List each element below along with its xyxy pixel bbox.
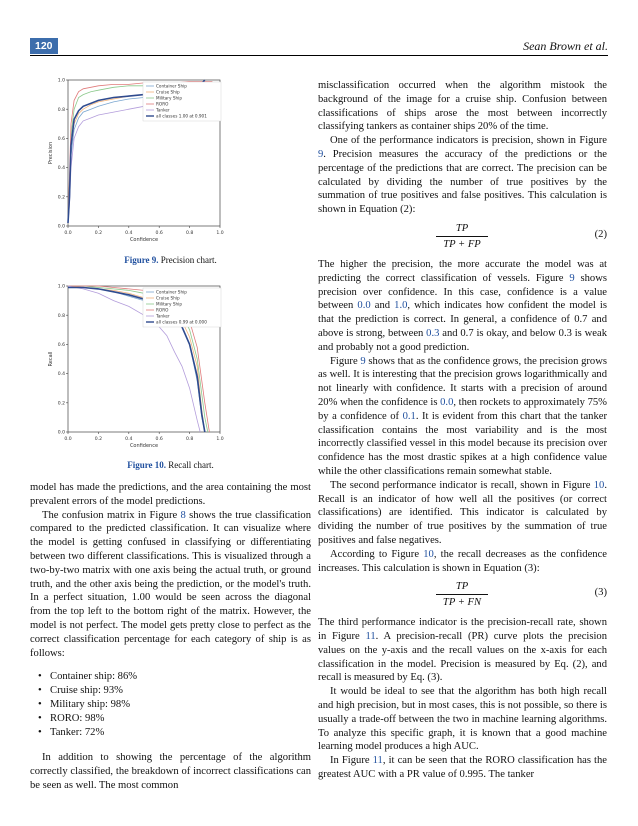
y-tick-label: 0.8: [57, 107, 65, 113]
y-tick-label: 0.2: [57, 195, 65, 201]
paragraph: In Figure 11, it can be seen that the RORO classification has the greatest AUC with a PR value of 0.995. The tanker: [318, 755, 607, 781]
y-axis-label: Precision: [48, 141, 54, 165]
figure-ref-link[interactable]: 11: [365, 631, 376, 643]
paragraph: The higher the precision, the more accurate the model was at predicting the correct classification of vessels. Figure 9 shows precision over confidence. In this case, confidence is a value between 0.0 and 1.0, which indicates how confident the model is that the prediction is correct. In general, a confidence of 0.7 and above is strong, between 0.3 and 0.7 is okay, and below 0.3 is weak and probably not a good prediction.: [318, 258, 608, 353]
legend-entry: Container Ship: [156, 289, 187, 295]
running-head: Sean Brown et al.: [523, 39, 608, 53]
paragraph: According to Figure 10, the recall decreases as the confidence increases. This calculation is shown in Equation (3):: [318, 548, 607, 574]
equation-2: TP TP + FP (2): [318, 222, 607, 252]
legend-entry: Tanker: [156, 107, 170, 113]
figure-ref-link[interactable]: 11: [372, 755, 383, 767]
figure-ref-link[interactable]: 9: [318, 148, 324, 160]
legend-entry: Container Ship: [156, 83, 187, 89]
figure-10-recall-chart: [44, 282, 282, 454]
paragraph: One of the performance indicators is precision, shown in Figure 9. Precision measures the accuracy of the predictions or the percentage of the predictions that are correct. The precision can be calculated by dividing the number of true positives by the summation of true positives and false positives. This calculation is shown in Equation (2):: [318, 135, 607, 216]
y-tick-label: 0.4: [57, 372, 65, 378]
x-axis-label: Confidence: [129, 443, 159, 449]
x-tick-label: 1.0: [216, 231, 224, 236]
x-tick-label: 0.0: [64, 231, 72, 236]
legend-entry: RORO: [156, 307, 169, 313]
x-axis-label: Confidence: [129, 237, 159, 243]
y-tick-label: 0.8: [57, 313, 65, 319]
paragraph: The second performance indicator is recall, shown in Figure 10. Recall is an indicator of how well all the positives (or correct classifications) are identified. This indicator is calculated by dividing the number of true positives by the summation of true positives and false negatives.: [318, 479, 607, 546]
paragraph: model has made the predictions, and the area containing the most prevalent errors of the model predictions.: [30, 482, 311, 507]
figure-ref-link[interactable]: 10: [423, 548, 434, 560]
legend-entry: all classes 0.99 at 0.000: [156, 319, 207, 325]
y-tick-label: 0.6: [57, 137, 65, 142]
x-tick-label: 0.4: [125, 231, 133, 236]
y-tick-label: 0.0: [57, 430, 65, 436]
right-column-text: [318, 79, 607, 782]
legend-entry: Military Ship: [156, 95, 182, 101]
left-column-text: [30, 481, 311, 793]
x-tick-label: 0.0: [64, 437, 72, 442]
x-tick-label: 0.8: [185, 437, 194, 442]
paragraph: It would be ideal to see that the algorithm has both high recall and high precision, but in most cases, this is not possible, so there is usually a trade-off between the two in machine learning algorithms. To analyze this specific graph, it is known that a good machine learning model produces a high AUC.: [318, 686, 607, 753]
page-header: [30, 38, 608, 56]
y-tick-label: 1.0: [57, 78, 65, 84]
list-item: • Tanker: 72%: [38, 726, 311, 740]
paragraph: Figure 9 shows that as the confidence grows, the precision grows as well. It is interesting that the precision grows logarithmically and not linearly with confidence. It starts with a precision of around 20% when the confidence is 0.0, then rockets to approximately 75% by a confidence of 0.1. It is evident from this chart that the tanker classification contains the most variability and is the most incorrectly classified vessel in this model because its precision over confidence has the most drastic spikes at a high confidence value while the other classifications remain somewhat stable.: [318, 355, 608, 477]
y-tick-label: 1.0: [57, 284, 65, 290]
legend-entry: RORO: [156, 101, 169, 107]
equation-number: (2): [594, 228, 607, 240]
figure-ref-link[interactable]: 9: [569, 272, 575, 284]
header-rule: [30, 55, 608, 56]
paragraph: misclassification occurred when the algorithm mistook the background of the image for a cruise ship. Confusion between classifications of ships arose the most between incorrectly classifying tankers as container ships 20% of the time.: [318, 80, 607, 133]
x-tick-label: 0.6: [155, 437, 163, 442]
y-tick-label: 0.6: [57, 343, 65, 348]
legend-entry: Military Ship: [156, 301, 182, 307]
list-item: • RORO: 98%: [38, 712, 311, 726]
y-tick-label: 0.0: [57, 224, 65, 230]
page-number: 120: [30, 38, 58, 54]
y-axis-label: Recall: [48, 351, 54, 367]
figure-ref-link[interactable]: 10: [593, 479, 605, 491]
x-tick-label: 0.2: [94, 437, 103, 442]
x-tick-label: 1.0: [216, 437, 224, 442]
paragraph: The confusion matrix in Figure 8 shows the true classification compared to the predicted classification. It can visualize where the model is getting confused in classifying or differentiating between two different classifications. This is visualized through a two-by-two matrix with one axis being the actual truth, or ground truth, and the other axis being the prediction, or the model's truth. In a perfect situation, 1.00 would be seen across the diagonal from the top left to the bottom right of the matrix. However, the model is not perfect. The model gets pretty close to perfect as the correct classification percentage for each category of ship is as follows:: [30, 509, 311, 659]
legend-entry: Cruise Ship: [156, 295, 180, 301]
y-tick-label: 0.4: [57, 166, 65, 172]
legend-entry: all classes 1.00 at 0.901: [156, 113, 207, 119]
figure-ref-link[interactable]: 8: [180, 509, 186, 521]
list-item: • Cruise ship: 93%: [38, 684, 311, 698]
x-tick-label: 0.6: [155, 231, 163, 236]
legend-entry: Cruise Ship: [156, 89, 180, 95]
paragraph: In addition to showing the percentage of the algorithm correctly classified, the breakdown of incorrect classifications can be seen as well. The most common: [30, 752, 311, 791]
figure-10-caption: Figure 10. Recall chart.: [127, 460, 214, 470]
equation-3: TP TP + FN (3): [318, 580, 607, 610]
legend-entry: Tanker: [156, 313, 170, 319]
figure-9-precision-chart: [44, 76, 282, 248]
list-item: • Military ship: 98%: [38, 698, 311, 712]
equation-number: (3): [594, 587, 607, 599]
recall-chart-svg: [44, 282, 282, 454]
x-tick-label: 0.2: [94, 231, 103, 236]
y-tick-label: 0.2: [57, 401, 65, 407]
list-item: • Container ship: 86%: [38, 670, 311, 684]
x-tick-label: 0.8: [185, 231, 194, 236]
figure-ref-link[interactable]: 9: [360, 355, 366, 367]
classification-percentage-list: [38, 670, 311, 739]
precision-chart-svg: [44, 76, 282, 248]
x-tick-label: 0.4: [125, 437, 133, 442]
figure-9-caption: Figure 9. Precision chart.: [124, 255, 217, 265]
paragraph: The third performance indicator is the precision-recall rate, shown in Figure 11. A precision-recall (PR) curve plots the precision values on the y-axis and the recall values on the x-axis for each classification in the model. Precision is measured by Eq. (2), and recall is measured by Eq. (3).: [318, 617, 607, 684]
